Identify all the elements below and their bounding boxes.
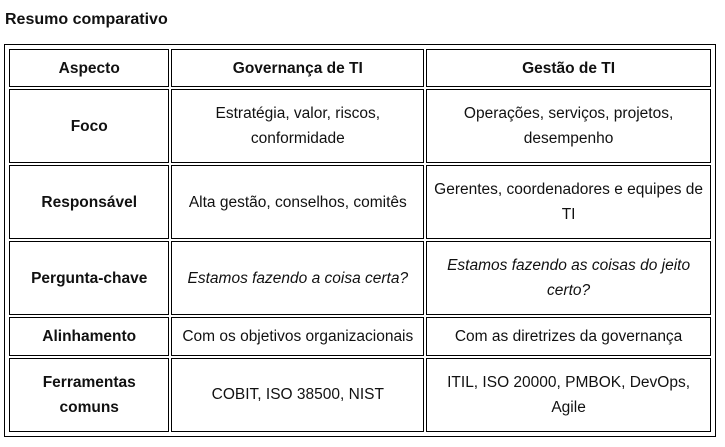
row-aspect-cell: Pergunta-chave bbox=[9, 241, 169, 315]
row-governanca-cell: Alta gestão, conselhos, comitês bbox=[171, 165, 424, 239]
row-governanca-cell: Estratégia, valor, riscos, conformidade bbox=[171, 89, 424, 163]
row-aspect-cell: Responsável bbox=[9, 165, 169, 239]
header-aspecto: Aspecto bbox=[9, 49, 169, 87]
comparison-table-frame bbox=[4, 44, 716, 437]
header-governanca: Governança de TI bbox=[171, 49, 424, 87]
row-gestao-cell: Estamos fazendo as coisas do jeito certo? bbox=[426, 241, 711, 315]
table-row bbox=[9, 241, 711, 315]
table-row bbox=[9, 317, 711, 355]
row-governanca-cell: Com os objetivos organizacionais bbox=[171, 317, 424, 355]
header-gestao: Gestão de TI bbox=[426, 49, 711, 87]
comparison-table bbox=[7, 47, 713, 434]
row-aspect-cell: Ferramentas comuns bbox=[9, 358, 169, 432]
row-gestao-cell: ITIL, ISO 20000, PMBOK, DevOps, Agile bbox=[426, 358, 711, 432]
row-governanca-cell: COBIT, ISO 38500, NIST bbox=[171, 358, 424, 432]
table-header-row bbox=[9, 49, 711, 87]
table-row bbox=[9, 358, 711, 432]
row-aspect-cell: Alinhamento bbox=[9, 317, 169, 355]
row-gestao-cell: Operações, serviços, projetos, desempenho bbox=[426, 89, 711, 163]
row-aspect-cell: Foco bbox=[9, 89, 169, 163]
row-gestao-cell: Com as diretrizes da governança bbox=[426, 317, 711, 355]
row-gestao-cell: Gerentes, coordenadores e equipes de TI bbox=[426, 165, 711, 239]
row-governanca-cell: Estamos fazendo a coisa certa? bbox=[171, 241, 424, 315]
table-row bbox=[9, 165, 711, 239]
document-title: Resumo comparativo bbox=[5, 11, 168, 28]
table-row bbox=[9, 89, 711, 163]
